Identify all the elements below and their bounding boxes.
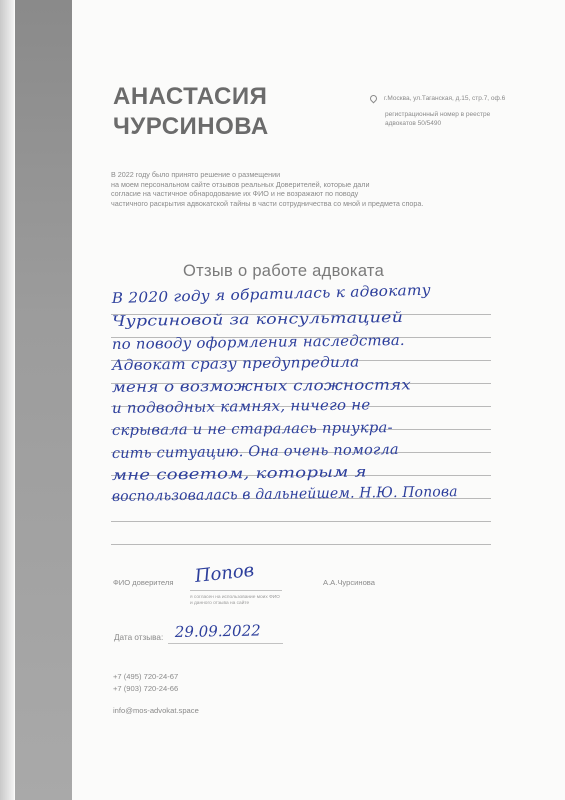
- registration-number: регистрационный номер в реестре адвокатов 50/5490: [385, 111, 491, 127]
- handwritten-line: Чурсиновой за консультацией: [111, 309, 404, 330]
- handwritten-line: меня о возможных сложностях: [111, 377, 412, 396]
- handwritten-line: В 2020 году я обратилась к адвокату: [111, 282, 432, 307]
- ruled-line: [111, 521, 491, 522]
- name-line-1: АНАСТАСИЯ: [113, 83, 268, 110]
- name-line-2: ЧУРСИНОВА: [113, 113, 269, 140]
- map-pin-icon: [369, 94, 379, 104]
- phone-1: +7 (495) 720-24-67: [113, 672, 179, 681]
- handwritten-line: и подводных камнях, ничего не: [111, 397, 371, 417]
- review-date-value: 29.09.2022: [174, 621, 261, 641]
- client-signature: Попов: [193, 559, 256, 587]
- review-date-label: Дата отзыва:: [114, 633, 164, 642]
- email: info@mos-advokat.space: [113, 706, 199, 715]
- lawyer-name-heading: [113, 82, 269, 142]
- client-signature-line: [190, 590, 282, 591]
- handwritten-line: мне советом, которым я: [111, 464, 367, 484]
- handwritten-line: по поводу оформления наследства.: [111, 332, 405, 353]
- review-date-line: [168, 643, 283, 644]
- client-name-label: ФИО доверителя: [113, 578, 174, 587]
- office-address: г.Москва, ул.Таганская, д.15, стр.7, оф.6: [384, 95, 506, 102]
- form-title: Отзыв о работе адвоката: [183, 262, 385, 280]
- intro-paragraph: В 2022 году было принято решение о размещении на моем персональном сайте отзывов реальных Доверителей, которые дали согласие на частичное обнародование их ФИО и не возражают по поводу частичного раскрытия адвокатской тайны в части сотрудничества со мной и предмета спора.: [111, 170, 424, 208]
- handwritten-line: сить ситуацию. Она очень помогла: [111, 441, 399, 462]
- side-decorative-bar: [15, 0, 72, 800]
- phone-2: +7 (903) 720-24-66: [113, 684, 179, 693]
- handwritten-line: воспользовалась в дальнейшем. Н.Ю. Попова: [111, 484, 458, 505]
- handwritten-line: Адвокат сразу предупредила: [111, 354, 360, 374]
- handwritten-line: скрывала и не старалась приукра-: [111, 420, 393, 439]
- ruled-line: [111, 544, 491, 545]
- lawyer-name: А.А.Чурсинова: [323, 578, 375, 587]
- consent-note: я согласен на использование моих ФИО и данного отзыва на сайте: [190, 595, 280, 606]
- contact-address-block: [370, 94, 550, 128]
- scan-edge-shadow: [0, 0, 14, 800]
